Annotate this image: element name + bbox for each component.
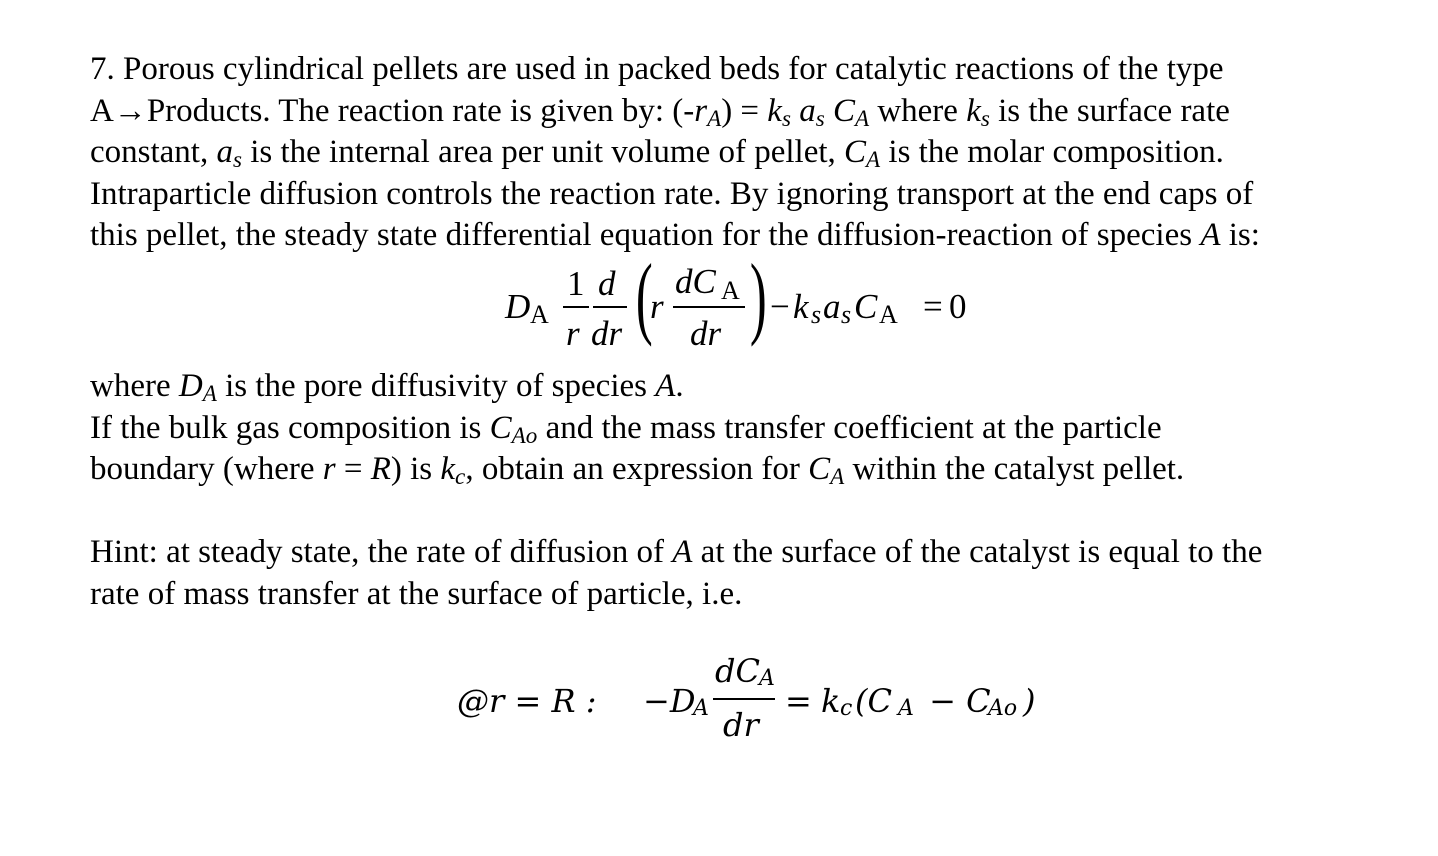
- eq2-condition: @r = R :: [457, 682, 597, 720]
- eq1-left-paren: (: [635, 245, 653, 347]
- hint-paragraph: [90, 532, 1390, 615]
- eq2-numerator: dC: [715, 652, 760, 690]
- eq1-frac3-numerator-subscript: A: [721, 276, 740, 305]
- where-line-3: boundary (where r = R) is $k_c$, obtain an expression for $C_A$ within the catalyst pellet.: [90, 451, 1185, 490]
- eq2-minus-CAo: − C: [919, 682, 991, 720]
- eq1-frac2-bar: [593, 306, 627, 308]
- eq1-frac2-numerator: d: [598, 264, 616, 303]
- eq2-k: k: [821, 682, 841, 720]
- eq2-numerator-subscript: A: [759, 666, 775, 691]
- eq2-CAo-subscript: Ao: [988, 696, 1018, 721]
- eq1-r: r: [650, 287, 664, 326]
- eq1-right-paren: ): [749, 245, 767, 347]
- eq1-D-subscript: A: [530, 300, 549, 329]
- eq2-k-subscript: c: [840, 696, 853, 721]
- eq2-minus-D: −D: [643, 682, 696, 720]
- eq1-k-subscript: s: [811, 300, 822, 329]
- eq1-k: k: [793, 287, 809, 326]
- hint-line-2: rate of mass transfer at the surface of particle, i.e.: [90, 575, 743, 612]
- eq2-open-CA: (C: [855, 682, 892, 720]
- eq1-frac2-denominator: dr: [591, 314, 623, 353]
- definitions-paragraph: [90, 366, 1390, 491]
- eq2-denominator: dr: [723, 706, 759, 744]
- eq1-minus: −: [770, 287, 790, 326]
- problem-line-4: Intraparticle diffusion controls the reaction rate. By ignoring transport at the end caps of: [90, 175, 1254, 212]
- eq1-frac1-bar: [563, 306, 589, 308]
- problem-line-2: A→Products. The reaction rate is given by: $(-r_A) = k_s$ $a_s$ $C_A$ where $k_s$ is the surface rate: [90, 92, 1230, 131]
- problem-statement: [90, 49, 1390, 257]
- eq2-CA-subscript: A: [898, 696, 914, 721]
- eq1-frac3-bar: [673, 306, 745, 308]
- eq1-frac1-denominator: r: [566, 314, 580, 353]
- eq1-rhs-zero: 0: [949, 287, 967, 326]
- eq1-a-subscript: s: [841, 300, 852, 329]
- eq2-close-paren: ): [1023, 682, 1036, 720]
- problem-line-1: 7. Porous cylindrical pellets are used in packed beds for catalytic reactions of the type: [90, 51, 1224, 87]
- where-line-1: where $D_A$ is the pore diffusivity of species A.: [90, 368, 684, 407]
- eq2-D-subscript: A: [693, 696, 709, 721]
- eq1-frac3-denominator: dr: [690, 314, 722, 353]
- eq1-equals: =: [923, 287, 943, 326]
- eq2-fraction-bar: [713, 698, 775, 700]
- hint-line-1: Hint: at steady state, the rate of diffusion of A at the surface of the catalyst is equal to the: [90, 534, 1263, 570]
- eq1-frac3-numerator: dC: [675, 262, 716, 301]
- where-line-2: If the bulk gas composition is $C_{Ao}$ and the mass transfer coefficient at the particle: [90, 409, 1162, 448]
- problem-line-3: constant, $a_s$ is the internal area per unit volume of pellet, $C_A$ is the molar composition.: [90, 134, 1224, 173]
- eq1-C: C: [854, 287, 878, 326]
- eq1-C-subscript: A: [879, 300, 898, 329]
- eq1-a: a: [823, 287, 841, 326]
- eq1-D: D: [505, 287, 531, 326]
- eq1-frac1-numerator: 1: [567, 264, 585, 303]
- eq2-equals: =: [785, 682, 812, 720]
- problem-line-5: this pellet, the steady state differential equation for the diffusion-reaction of species A is:: [90, 217, 1260, 253]
